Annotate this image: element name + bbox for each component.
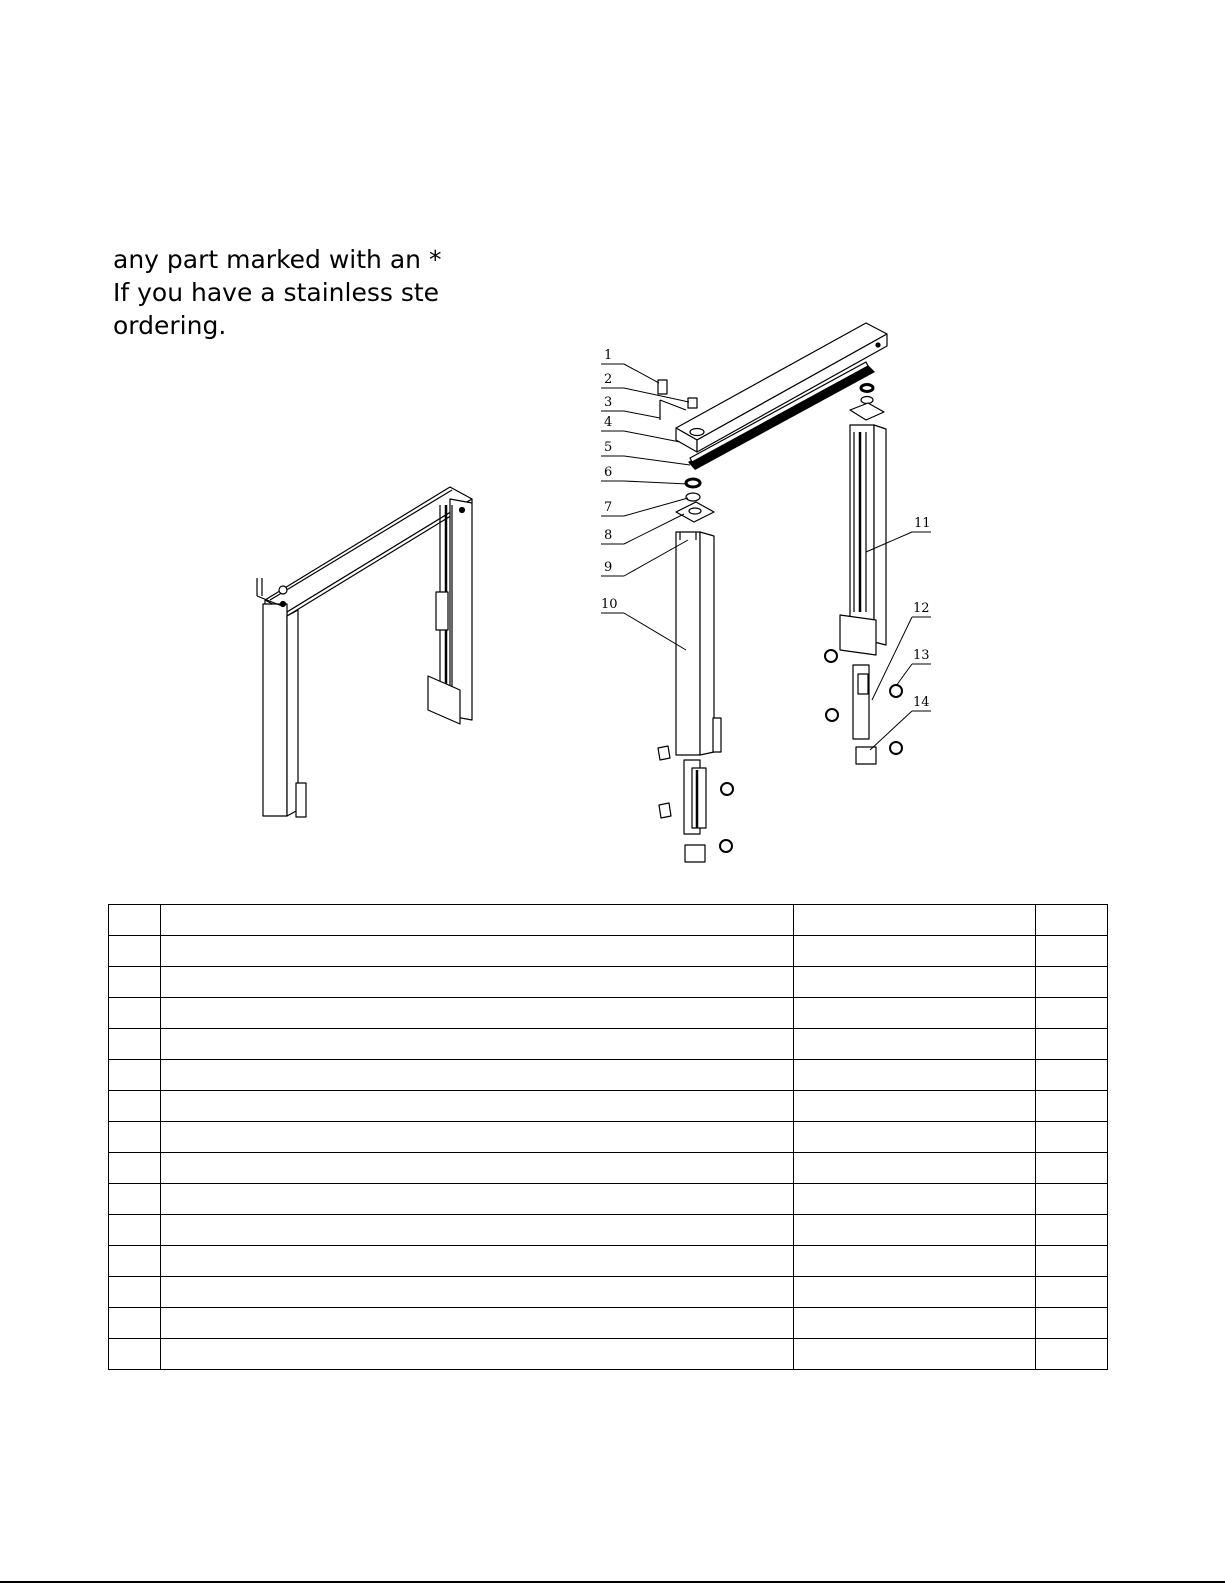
table-row [109, 936, 1108, 967]
table-cell-number [109, 967, 161, 998]
table-cell-part-number [794, 905, 1036, 936]
table-row [109, 998, 1108, 1029]
table-cell-qty [1036, 1153, 1108, 1184]
table-cell-number [109, 1246, 161, 1277]
table-row [109, 1091, 1108, 1122]
table-cell-qty [1036, 1339, 1108, 1370]
table-row [109, 1215, 1108, 1246]
table-cell-qty [1036, 1215, 1108, 1246]
table-cell-number [109, 998, 161, 1029]
table-cell-qty [1036, 1029, 1108, 1060]
table-cell-part-number [794, 936, 1036, 967]
table-cell-description [161, 1184, 794, 1215]
table-cell-part-number [794, 1153, 1036, 1184]
table-cell-part-number [794, 1122, 1036, 1153]
table-row [109, 905, 1108, 936]
table-row [109, 1339, 1108, 1370]
table-cell-qty [1036, 1060, 1108, 1091]
table-cell-description [161, 1339, 794, 1370]
table-cell-description [161, 1122, 794, 1153]
table-cell-part-number [794, 998, 1036, 1029]
callout-4: 4 [604, 415, 613, 430]
table-cell-description [161, 967, 794, 998]
table-cell-number [109, 1308, 161, 1339]
callout-2: 2 [604, 372, 613, 387]
callout-7: 7 [604, 500, 613, 515]
table-cell-part-number [794, 1029, 1036, 1060]
parts-table [108, 904, 1108, 1370]
table-cell-qty [1036, 1184, 1108, 1215]
table-cell-qty [1036, 936, 1108, 967]
table-cell-qty [1036, 905, 1108, 936]
table-cell-number [109, 1215, 161, 1246]
table-cell-description [161, 1091, 794, 1122]
table-cell-number [109, 905, 161, 936]
callout-6: 6 [604, 465, 613, 480]
table-cell-part-number [794, 1308, 1036, 1339]
exploded-view [658, 323, 902, 862]
callout-12: 12 [913, 601, 930, 616]
table-cell-qty [1036, 1122, 1108, 1153]
table-row [109, 1060, 1108, 1091]
intro-line-2: If you have a stainless ste [113, 278, 440, 307]
callout-13: 13 [913, 648, 930, 663]
table-row [109, 1029, 1108, 1060]
table-cell-description [161, 1277, 794, 1308]
table-cell-description [161, 998, 794, 1029]
callout-3: 3 [604, 395, 613, 410]
table-cell-number [109, 1153, 161, 1184]
table-cell-description [161, 1246, 794, 1277]
table-cell-number [109, 1184, 161, 1215]
table-cell-description [161, 936, 794, 967]
callout-5: 5 [604, 440, 613, 455]
table-cell-number [109, 1091, 161, 1122]
table-cell-number [109, 1339, 161, 1370]
table-cell-description [161, 1060, 794, 1091]
table-row [109, 967, 1108, 998]
callout-14: 14 [913, 695, 930, 710]
table-row [109, 1277, 1108, 1308]
callout-8: 8 [604, 528, 613, 543]
table-cell-number [109, 1029, 161, 1060]
table-cell-number [109, 936, 161, 967]
table-cell-number [109, 1060, 161, 1091]
table-cell-part-number [794, 1246, 1036, 1277]
table-cell-qty [1036, 1246, 1108, 1277]
callout-11: 11 [914, 516, 931, 531]
callout-9: 9 [604, 560, 613, 575]
table-cell-qty [1036, 1091, 1108, 1122]
table-cell-part-number [794, 1339, 1036, 1370]
table-cell-part-number [794, 1091, 1036, 1122]
table-cell-part-number [794, 1060, 1036, 1091]
table-cell-qty [1036, 1308, 1108, 1339]
table-cell-qty [1036, 1277, 1108, 1308]
table-row [109, 1184, 1108, 1215]
callout-10: 10 [601, 597, 618, 612]
assembled-frame [257, 487, 472, 817]
table-cell-description [161, 1029, 794, 1060]
table-cell-part-number [794, 1184, 1036, 1215]
table-row [109, 1122, 1108, 1153]
table-cell-part-number [794, 967, 1036, 998]
table-cell-qty [1036, 967, 1108, 998]
table-row [109, 1153, 1108, 1184]
intro-line-3: ordering. [113, 311, 227, 340]
bottom-rule [0, 1581, 1225, 1583]
table-cell-description [161, 905, 794, 936]
table-cell-qty [1036, 998, 1108, 1029]
table-cell-part-number [794, 1277, 1036, 1308]
table-row [109, 1308, 1108, 1339]
intro-line-1: any part marked with an * [113, 245, 442, 274]
table-cell-description [161, 1153, 794, 1184]
table-cell-description [161, 1215, 794, 1246]
table-cell-number [109, 1122, 161, 1153]
table-cell-description [161, 1308, 794, 1339]
table-cell-part-number [794, 1215, 1036, 1246]
table-row [109, 1246, 1108, 1277]
parts-table-body [109, 905, 1108, 1370]
table-cell-number [109, 1277, 161, 1308]
callout-1: 1 [604, 348, 613, 363]
